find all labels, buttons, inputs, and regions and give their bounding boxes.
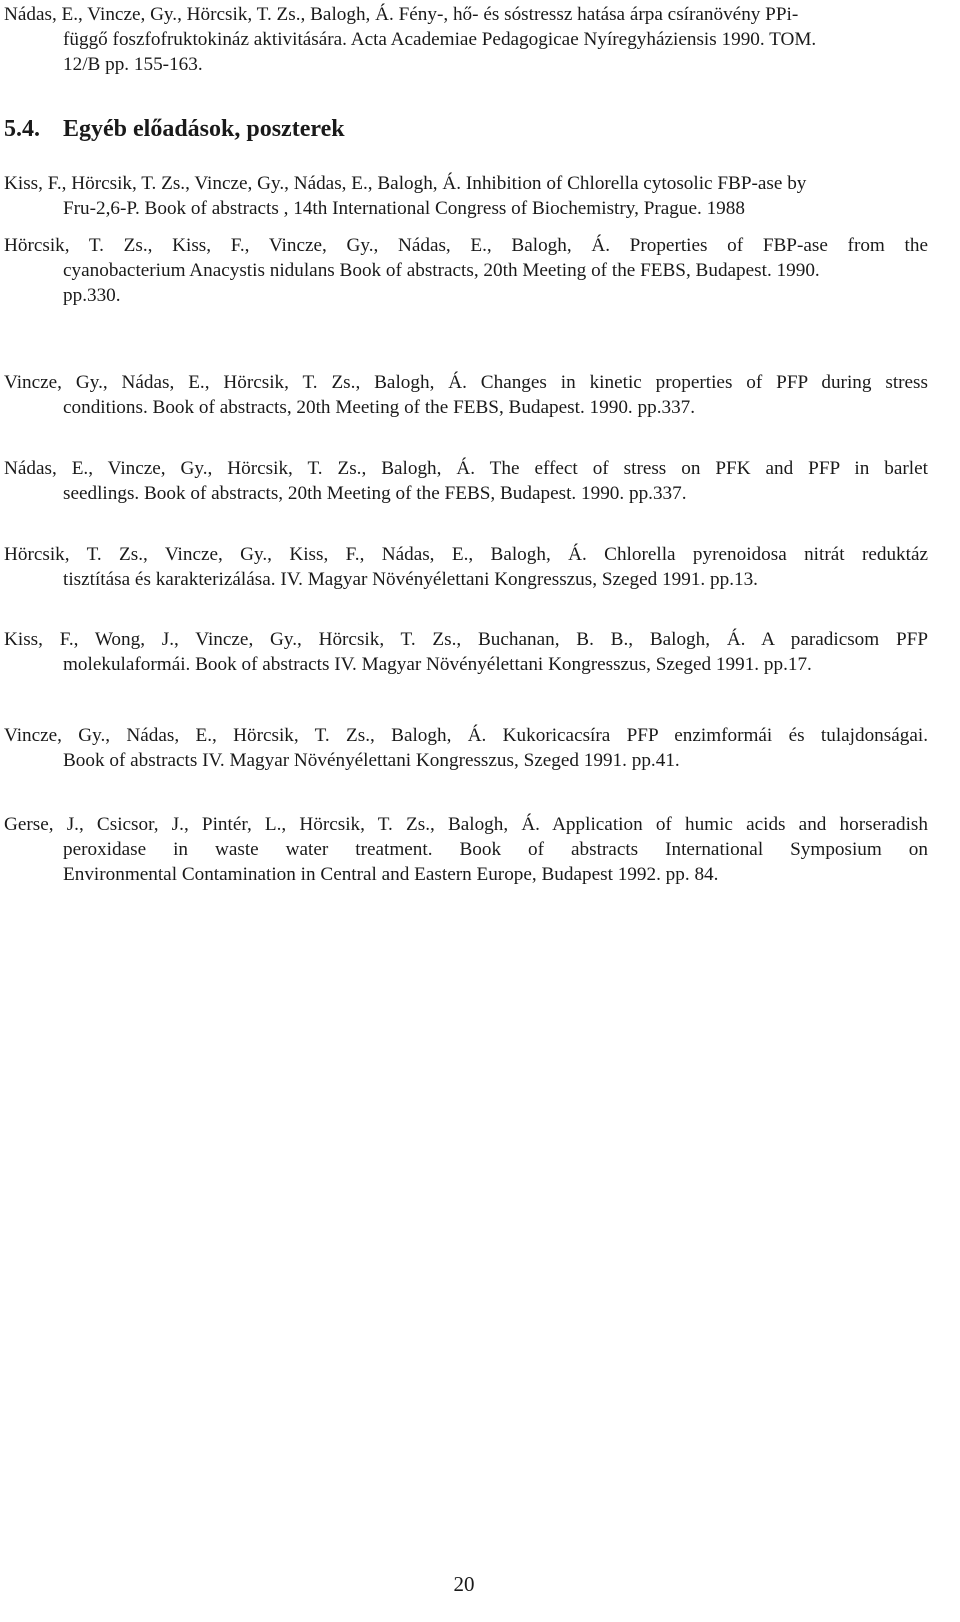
reference-entry-top [4, 2, 928, 77]
reference-entry [4, 370, 928, 420]
reference-line: Nádas, E., Vincze, Gy., Hörcsik, T. Zs., Balogh, Á. Fény-, hő- és sóstressz hatása árpa csíranövény PPi- [4, 4, 799, 25]
reference-line: peroxidase in waste water treatment. Book of abstracts International Symposium on [63, 839, 928, 860]
reference-line: 12/B pp. 155-163. [63, 54, 203, 75]
reference-entry [4, 812, 928, 887]
reference-entry [4, 233, 928, 308]
reference-line: Nádas, E., Vincze, Gy., Hörcsik, T. Zs., Balogh, Á. The effect of stress on PFK and PFP in barlet [4, 458, 928, 479]
reference-line: conditions. Book of abstracts, 20th Meeting of the FEBS, Budapest. 1990. pp.337. [63, 397, 696, 418]
reference-line: pp.330. [63, 285, 121, 306]
reference-entry [4, 627, 928, 677]
reference-line: Kiss, F., Wong, J., Vincze, Gy., Hörcsik, T. Zs., Buchanan, B. B., Balogh, Á. A paradicsom PFP [4, 629, 928, 650]
reference-line: Gerse, J., Csicsor, J., Pintér, L., Hörcsik, T. Zs., Balogh, Á. Application of humic acids and horseradish [4, 814, 928, 835]
reference-line: seedlings. Book of abstracts, 20th Meeting of the FEBS, Budapest. 1990. pp.337. [63, 483, 687, 504]
reference-line: Vincze, Gy., Nádas, E., Hörcsik, T. Zs., Balogh, Á. Changes in kinetic properties of PFP during stress [4, 372, 928, 393]
reference-line: molekulaformái. Book of abstracts IV. Magyar Növényélettani Kongresszus, Szeged 1991. pp.17. [63, 654, 812, 675]
reference-line: Hörcsik, T. Zs., Vincze, Gy., Kiss, F., Nádas, E., Balogh, Á. Chlorella pyrenoidosa nitrát reduktáz [4, 544, 928, 565]
reference-entry [4, 542, 928, 592]
reference-line: Environmental Contamination in Central and Eastern Europe, Budapest 1992. pp. 84. [63, 864, 719, 885]
reference-entry [4, 456, 928, 506]
section-heading [4, 114, 345, 144]
reference-line: Hörcsik, T. Zs., Kiss, F., Vincze, Gy., Nádas, E., Balogh, Á. Properties of FBP-ase from the [4, 235, 928, 256]
reference-line: Kiss, F., Hörcsik, T. Zs., Vincze, Gy., Nádas, E., Balogh, Á. Inhibition of Chlorella cytosolic FBP-ase by [4, 173, 807, 194]
reference-line: Book of abstracts IV. Magyar Növényélettani Kongresszus, Szeged 1991. pp.41. [63, 750, 680, 771]
reference-line: függő foszfofruktokináz aktivitására. Acta Academiae Pedagogicae Nyíregyháziensis 1990. TOM. [63, 29, 817, 50]
reference-entry [4, 723, 928, 773]
page-number: 20 [453, 1572, 475, 1596]
reference-entry [4, 171, 928, 221]
reference-line: Fru-2,6-P. Book of abstracts , 14th International Congress of Biochemistry, Prague. 1988 [63, 198, 745, 219]
section-title: Egyéb előadások, poszterek [63, 116, 345, 142]
reference-line: cyanobacterium Anacystis nidulans Book of abstracts, 20th Meeting of the FEBS, Budapest. 1990. [63, 260, 820, 281]
section-number: 5.4. [4, 116, 40, 142]
reference-line: tisztítása és karakterizálása. IV. Magyar Növényélettani Kongresszus, Szeged 1991. pp.13. [63, 569, 758, 590]
reference-line: Vincze, Gy., Nádas, E., Hörcsik, T. Zs., Balogh, Á. Kukoricacsíra PFP enzimformái és tulajdonságai. [4, 725, 928, 746]
